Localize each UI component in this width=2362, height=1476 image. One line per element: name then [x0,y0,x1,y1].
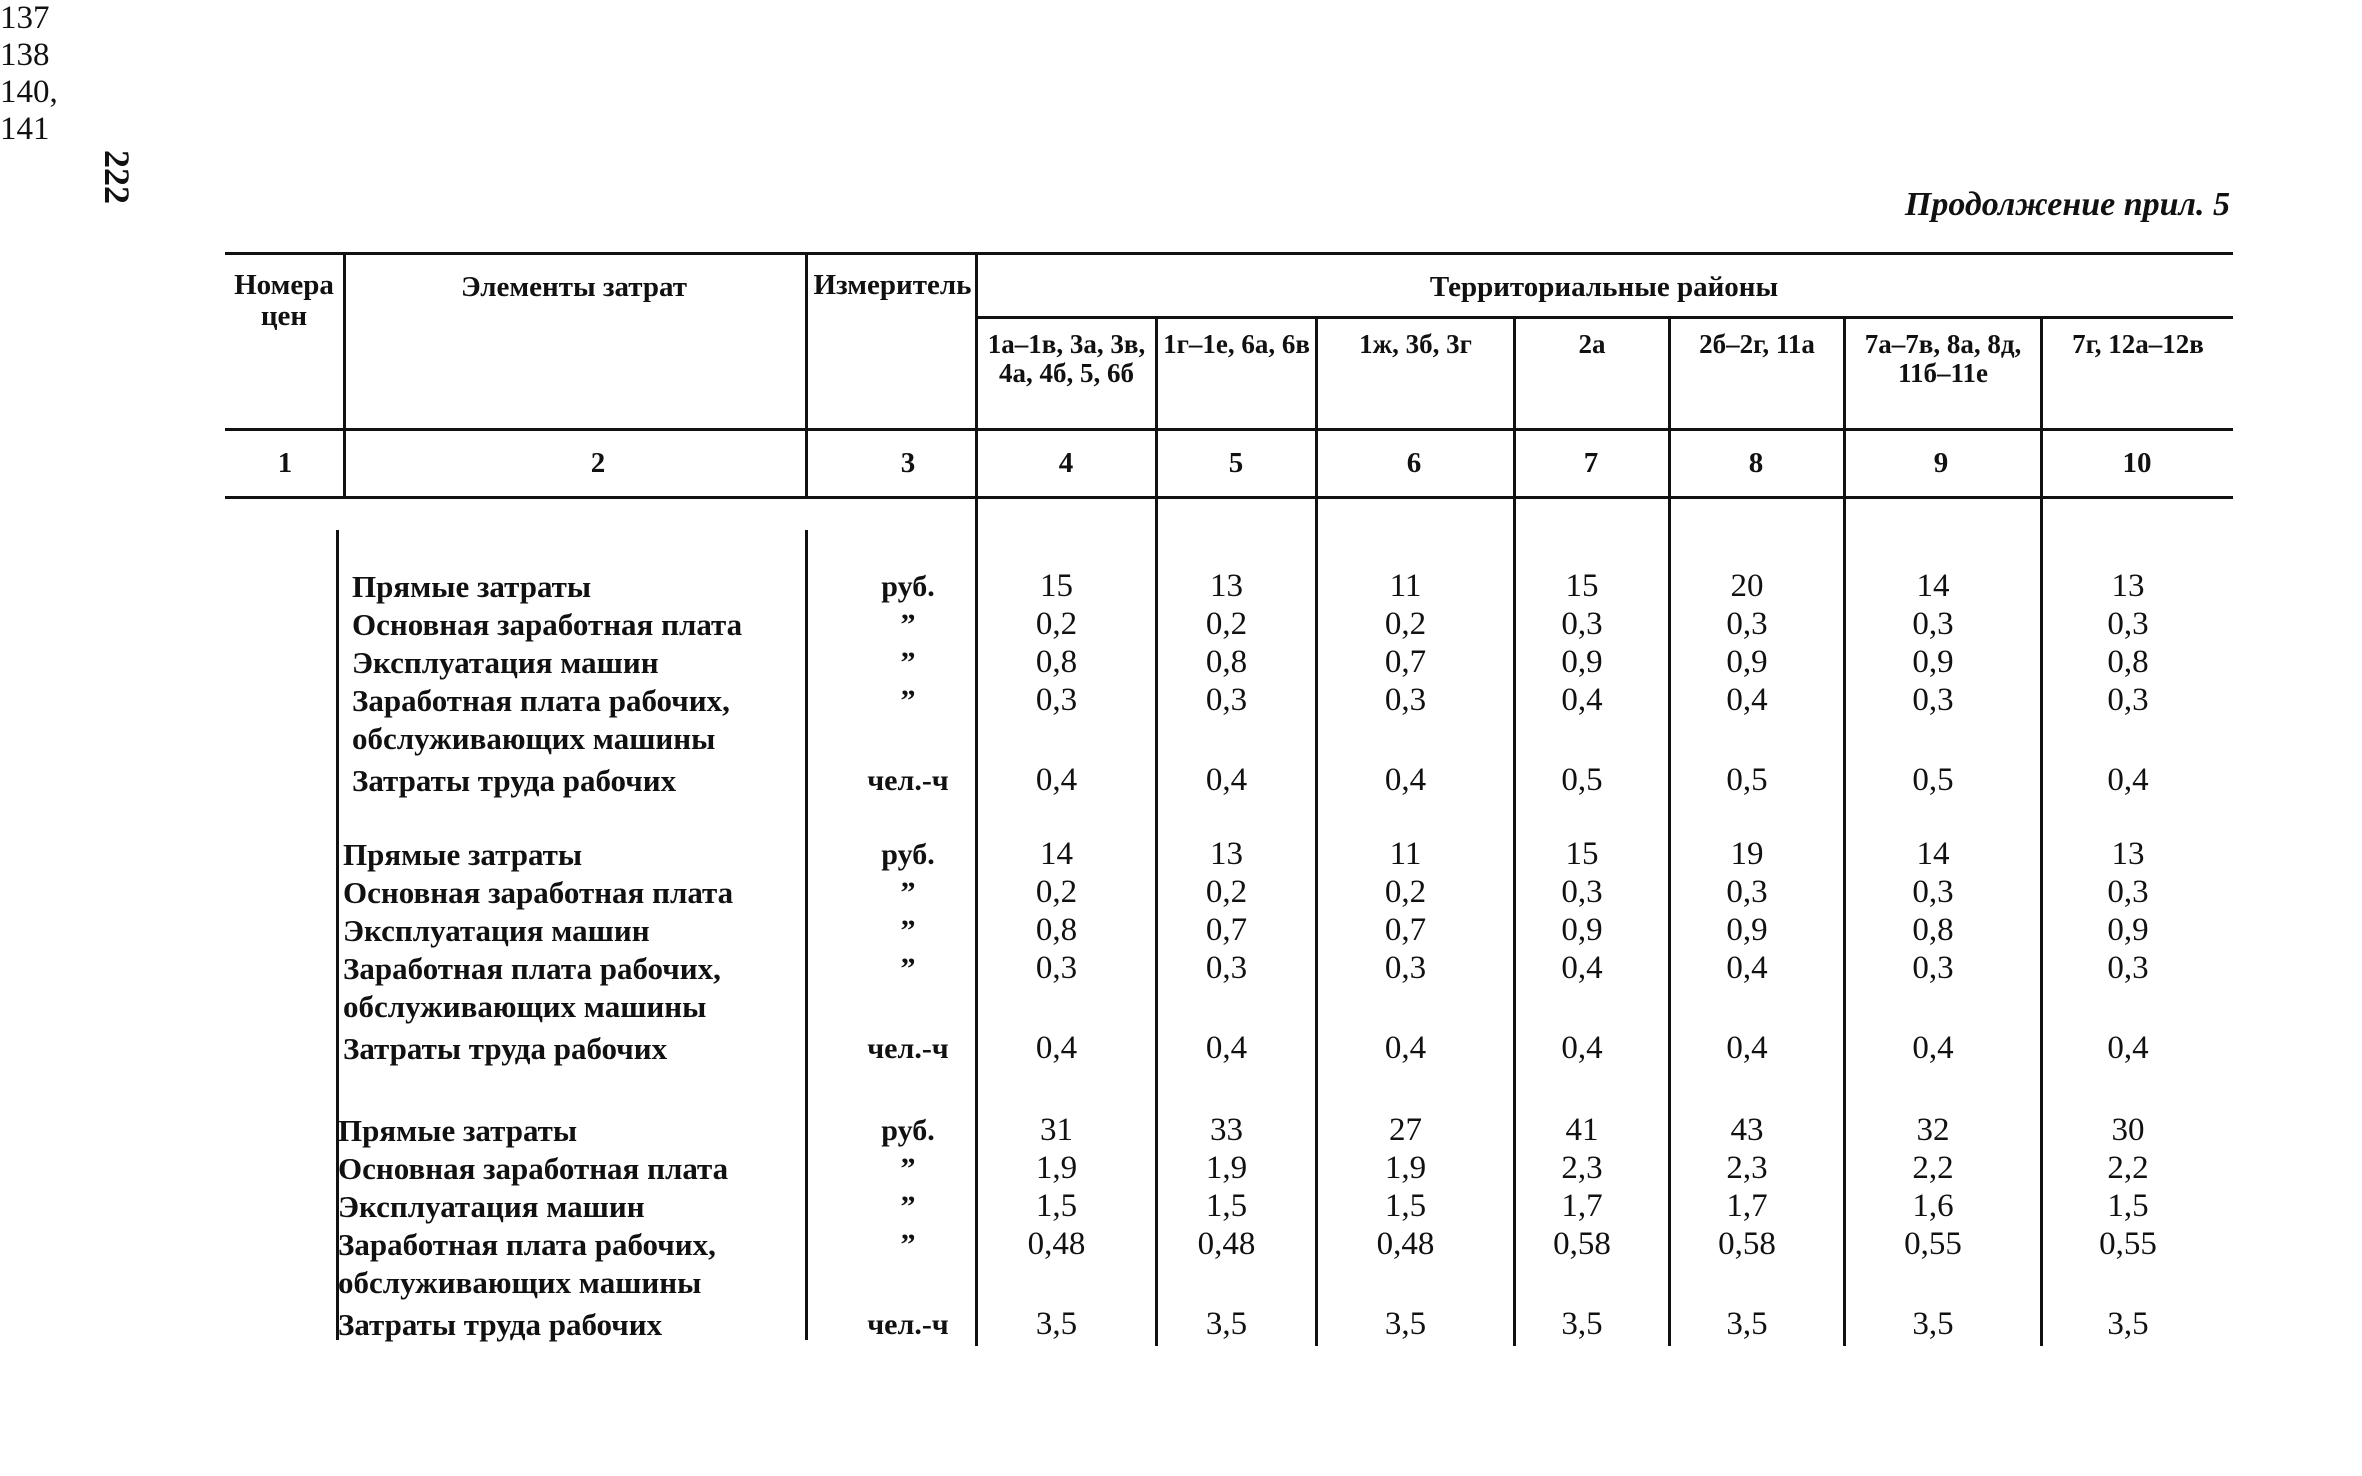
table-cell-value: 0,4 [1035,761,1078,798]
column-number-1: 1 [277,447,293,479]
table-cell-value: 0,4 [1384,1029,1427,1066]
table-cell-value: 0,48 [1027,1226,1086,1262]
table-cell-value: 0,4 [1912,1029,1954,1066]
table-cell-value: 0,9 [2107,912,2149,948]
table-cell-value: 0,3 [1912,682,1954,718]
header-district-1: 1а–1в, 3а, 3в, 4а, 4б, 5, 6б [987,329,1146,388]
table-cell-value: 0,2 [1384,606,1427,642]
unit-label: ” [900,646,916,679]
table-cell-value: 11 [1389,836,1422,872]
cost-element-label: Заработная плата рабочих, [352,683,730,718]
table-cell-value: 0,4 [2107,1029,2149,1066]
table-cell-value: 0,9 [1561,912,1603,948]
cost-element-label: Прямые затраты [338,1113,578,1148]
header-district-2: 1г–1е, 6а, 6в [1163,329,1310,359]
table-cell-value: 2,3 [1726,1150,1768,1186]
table-cell-value: 3,5 [1205,1305,1248,1342]
table-cell-value: 0,3 [1384,950,1427,986]
table-cell-value: 0,4 [2107,761,2149,798]
table-cell-value: 0,8 [1205,644,1248,680]
column-number-9: 9 [1933,447,1949,479]
header-unit: Измеритель [813,269,972,301]
table-cell-value: 0,4 [1726,1029,1768,1066]
page-number: 222 [97,150,137,204]
table-cell-value: 20 [1730,568,1764,604]
table-cell-value: 0,5 [1912,761,1954,798]
table-cell-value: 0,2 [1035,606,1078,642]
cost-element-label: обслуживающих машины [352,721,716,756]
col-divider [1843,496,1846,1346]
table-cell-value: 0,7 [1384,644,1427,680]
table-cell-value: 0,3 [1726,874,1768,910]
cost-element-label: Основная заработная плата [338,1151,729,1186]
cost-element-label: Основная заработная плата [343,875,734,910]
table-cell-value: 0,3 [1384,682,1427,718]
column-number-7: 7 [1583,447,1599,479]
header-cost-elements: Элементы затрат [460,271,688,303]
table-cell-value: 0,3 [2107,950,2149,986]
table-cell-value: 33 [1210,1112,1243,1148]
numbers-bottom-rule [225,496,2233,499]
table-cell-value: 0,2 [1205,874,1248,910]
table-cell-value: 0,3 [2107,874,2149,910]
table-cell-value: 0,4 [1561,950,1603,986]
table-cell-value: 3,5 [1035,1305,1078,1342]
unit-label: ” [900,1152,916,1185]
table-cell-value: 27 [1389,1112,1422,1148]
cost-element-label: Основная заработная плата [352,607,743,642]
table-cell-value: 0,3 [1912,950,1954,986]
unit-label: руб. [881,1114,935,1147]
header-bottom-rule [225,428,2233,431]
table-cell-value: 0,3 [1035,682,1078,718]
table-cell-value: 2,3 [1561,1150,1603,1186]
table-cell-value: 32 [1916,1112,1950,1148]
cost-element-label: Затраты труда рабочих [352,762,677,798]
table-cell-value: 13 [2111,836,2145,872]
table-cell-value: 15 [1565,568,1599,604]
header-district-7: 7г, 12а–12в [2072,329,2204,359]
table-cell-value: 2,2 [1912,1150,1954,1186]
table-cell-value: 31 [1040,1112,1073,1148]
cost-element-label: Заработная плата рабочих, [343,951,721,986]
table-cell-value: 2,2 [2107,1150,2149,1186]
table-cell-value: 1,9 [1205,1150,1248,1186]
table-cell-value: 13 [2111,568,2145,604]
unit-label: ” [900,1190,916,1223]
table-cell-value: 15 [1040,568,1073,604]
unit-label: ” [900,608,916,641]
table-cell-value: 19 [1730,836,1764,872]
cost-element-label: обслуживающих машины [338,1265,702,1300]
table-cell-value: 0,4 [1384,761,1427,798]
table-cell-value: 0,8 [1912,912,1954,948]
table-cell-value: 0,8 [1035,644,1078,680]
table-cell-value: 0,58 [1718,1226,1776,1262]
col-divider [1315,496,1318,1346]
cost-element-label: Прямые затраты [352,569,592,604]
table-cell-value: 1,9 [1035,1150,1078,1186]
table-cell-value: 1,6 [1912,1188,1954,1224]
table-cell-value: 0,8 [2107,644,2149,680]
table-cell-value: 1,5 [1205,1188,1248,1224]
table-cell-value: 0,2 [1035,874,1078,910]
table-cell-value: 0,3 [1912,606,1954,642]
table-cell-value: 13 [1210,836,1243,872]
header-price-numbers: Номера цен [234,269,334,332]
header-district-4: 2а [1578,329,1606,359]
table-top-rule [225,252,2233,255]
table-cell-value: 0,3 [1912,874,1954,910]
table-cell-value: 41 [1565,1112,1599,1148]
table-cell-value: 0,55 [1904,1226,1962,1262]
table-cell-value: 3,5 [2107,1305,2149,1342]
column-number-10: 10 [2122,447,2152,479]
header-territorial-districts: Территориальные районы [1429,271,1779,303]
table-cell-value: 0,8 [1035,912,1078,948]
table-cell-value: 0,2 [1205,606,1248,642]
header-district-3: 1ж, 3б, 3г [1359,329,1472,359]
cost-element-label: Прямые затраты [343,837,583,872]
unit-label: ” [900,684,916,717]
column-number-5: 5 [1228,447,1244,479]
column-number-6: 6 [1406,447,1422,479]
cost-element-label: Заработная плата рабочих, [338,1227,716,1262]
districts-rule [975,316,2233,319]
cost-element-label: Эксплуатация машин [338,1189,645,1224]
unit-label: руб. [881,570,935,603]
table-cell-value: 0,9 [1726,644,1768,680]
table-cell-value: 0,4 [1561,1029,1603,1066]
table-cell-value: 0,2 [1384,874,1427,910]
table-cell-value: 0,5 [1561,761,1603,798]
unit-label: руб. [881,838,935,871]
price-number: 140, 141 [0,74,58,147]
continuation-note: Продолжение прил. 5 [1904,186,2230,223]
table-cell-value: 1,5 [2107,1188,2149,1224]
col-divider [805,530,808,1340]
table-cell-value: 0,48 [1376,1226,1435,1262]
table-cell-value: 0,3 [1035,950,1078,986]
table-cell-value: 1,7 [1726,1188,1768,1224]
price-number: 138 [0,37,50,73]
table-cell-value: 0,4 [1726,950,1768,986]
table-cell-value: 3,5 [1384,1305,1427,1342]
col-divider [1155,496,1158,1346]
table-cell-value: 1,9 [1384,1150,1427,1186]
table-cell-value: 1,7 [1561,1188,1603,1224]
table-cell-value: 3,5 [1726,1305,1768,1342]
unit-label: ” [900,1228,916,1261]
cost-element-label: Эксплуатация машин [343,913,650,948]
cost-element-label: Эксплуатация машин [352,645,659,680]
table-cell-value: 0,4 [1726,682,1768,718]
table-cell-value: 15 [1565,836,1599,872]
unit-label: ” [900,876,916,909]
unit-label: чел.-ч [867,1307,949,1341]
cost-element-label: Затраты труда рабочих [338,1306,663,1342]
column-number-2: 2 [590,447,606,479]
table-cell-value: 1,5 [1035,1188,1078,1224]
col-divider [2040,496,2043,1346]
price-number: 137 [0,0,50,36]
unit-label: чел.-ч [867,763,949,797]
col-divider [805,252,808,496]
table-cell-value: 0,3 [1561,606,1603,642]
table-cell-value: 0,4 [1205,761,1248,798]
table-cell-value: 1,5 [1384,1188,1427,1224]
table-cell-value: 30 [2111,1112,2145,1148]
table-cell-value: 0,3 [1205,950,1248,986]
table-cell-value: 0,9 [1912,644,1954,680]
table-cell-value: 3,5 [1912,1305,1954,1342]
table-cell-value: 0,7 [1205,912,1248,948]
table-cell-value: 43 [1730,1112,1764,1148]
table-cell-value: 0,3 [1726,606,1768,642]
table-cell-value: 0,5 [1726,761,1768,798]
cost-element-label: Затраты труда рабочих [343,1030,668,1066]
table-cell-value: 0,4 [1035,1029,1078,1066]
table-cell-value: 0,3 [2107,682,2149,718]
table-cell-value: 0,9 [1561,644,1603,680]
table-cell-value: 0,48 [1197,1226,1256,1262]
table-cell-value: 0,9 [1726,912,1768,948]
table-cell-value: 0,55 [2099,1226,2157,1262]
col-divider [975,496,978,1346]
table-cell-value: 14 [1916,568,1950,604]
table-cell-value: 3,5 [1561,1305,1603,1342]
column-number-8: 8 [1748,447,1764,479]
unit-label: чел.-ч [867,1031,949,1065]
table-cell-value: 0,4 [1561,682,1603,718]
column-number-3: 3 [900,447,916,479]
table-cell-value: 0,7 [1384,912,1427,948]
table-cell-value: 0,58 [1553,1226,1611,1262]
col-divider [1513,496,1516,1346]
table-cell-value: 14 [1040,836,1073,872]
table-cell-value: 14 [1916,836,1950,872]
header-district-5: 2б–2г, 11а [1699,329,1815,359]
table-cell-value: 11 [1389,568,1422,604]
table-cell-value: 0,4 [1205,1029,1248,1066]
unit-label: ” [900,952,916,985]
table-cell-value: 0,3 [1205,682,1248,718]
col-divider [1668,496,1671,1346]
table-cell-value: 13 [1210,568,1243,604]
header-district-6: 7а–7в, 8а, 8д, 11б–11е [1864,329,2022,388]
cost-element-label: обслуживающих машины [343,989,707,1024]
table-cell-value: 0,3 [1561,874,1603,910]
table-cell-value: 0,3 [2107,606,2149,642]
unit-label: ” [900,914,916,947]
column-number-4: 4 [1058,447,1074,479]
